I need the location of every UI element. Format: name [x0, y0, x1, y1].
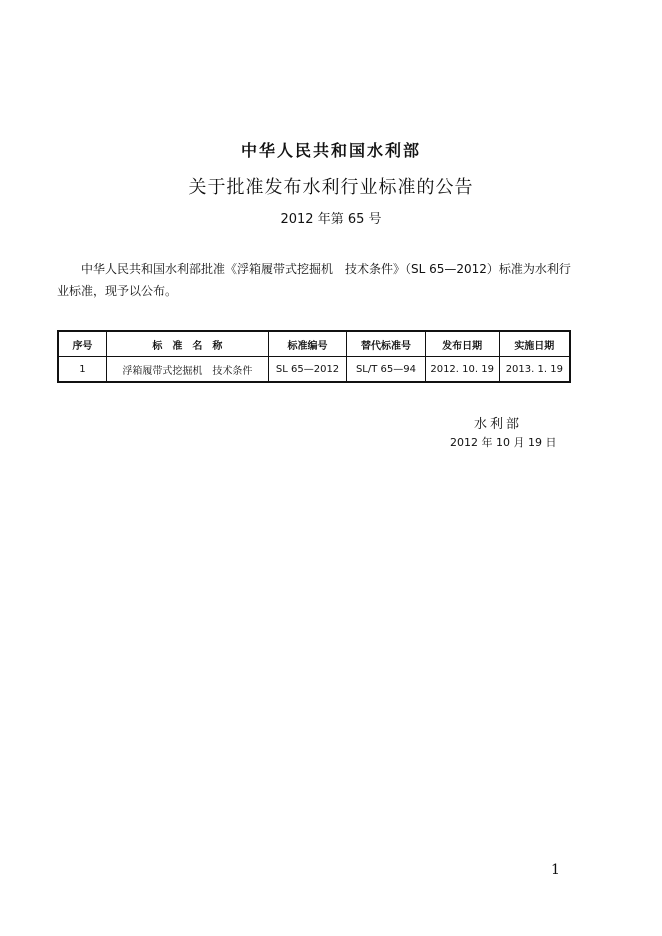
- signature-organization: 水利部: [474, 417, 523, 432]
- announcement-paragraph: 中华人民共和国水利部批准《浮箱履带式挖掘机 技术条件》（SL 65—2012）标准为水利行业标准，现予以公布。: [57, 262, 571, 298]
- cell-replaced-code: SL/T 65—94: [347, 357, 425, 383]
- cell-standard-code: SL 65—2012: [268, 357, 346, 383]
- header-effective-date: 实施日期: [499, 331, 570, 357]
- cell-release-date: 2012. 10. 19: [425, 357, 499, 383]
- issuing-organization: 中华人民共和国水利部: [240, 141, 421, 160]
- cell-effective-date: 2013. 1. 19: [499, 357, 570, 383]
- issue-number: 2012 年第 65 号: [280, 212, 382, 227]
- header-standard-name: 标 准 名 称: [106, 331, 268, 357]
- cell-standard-name: 浮箱履带式挖掘机 技术条件: [106, 357, 268, 383]
- header-standard-code: 标准编号: [268, 331, 346, 357]
- page-number: 1: [551, 862, 560, 878]
- standards-table: [57, 330, 571, 383]
- header-replaced-code: 替代标准号: [347, 331, 425, 357]
- table-row: [58, 357, 570, 383]
- header-release-date: 发布日期: [425, 331, 499, 357]
- table-header-row: [58, 331, 570, 357]
- cell-serial: 1: [58, 357, 106, 383]
- announcement-title: 关于批准发布水利行业标准的公告: [188, 177, 474, 198]
- signature-date: 2012 年 10 月 19 日: [450, 436, 557, 449]
- header-serial: 序号: [58, 331, 106, 357]
